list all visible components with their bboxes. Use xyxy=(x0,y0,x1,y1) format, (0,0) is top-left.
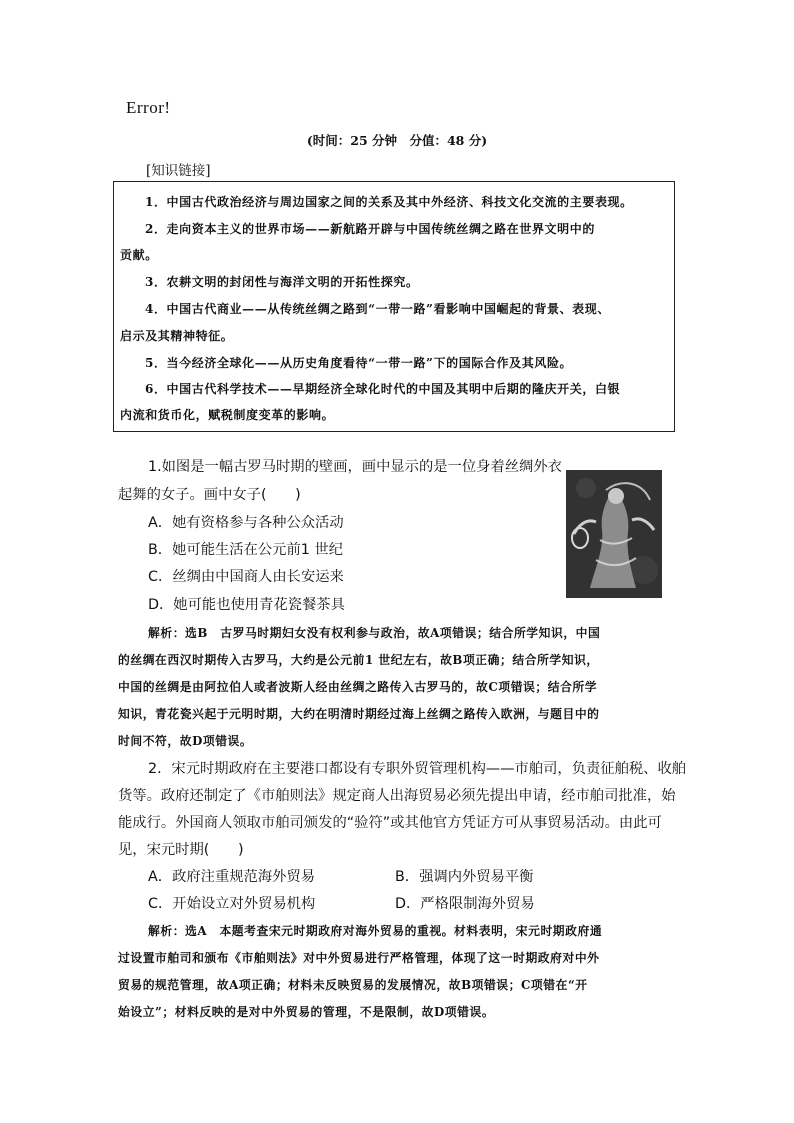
knowledge-box xyxy=(113,181,675,432)
q1-explanation-line: 时间不符，故D项错误。 xyxy=(118,734,253,748)
q1-explanation-line: 的丝绸在西汉时期传入古罗马，大约是公元前1 世纪左右，故B项正确；结合所学知识， xyxy=(118,653,599,667)
q1-explanation-line: 中国的丝绸是由阿拉伯人或者波斯人经由丝绸之路传入古罗马的，故C项错误；结合所学 xyxy=(118,680,598,694)
q2-explanation-line: 贸易的规范管理，故A项正确；材料未反映贸易的发展情况，故B项错误；C项错在“开 xyxy=(118,978,588,992)
knowledge-line: 5．当今经济全球化——从历史角度看待“一带一路”下的国际合作及其风险。 xyxy=(145,356,573,370)
q1-option-d: D．她可能也使用青花瓷餐茶具 xyxy=(148,597,345,613)
q2-stem-line: 能成行。外国商人领取市舶司颁发的“验符”或其他官方凭证方可从事贸易活动。由此可 xyxy=(118,815,662,831)
knowledge-line: 内流和货币化，赋税制度变革的影响。 xyxy=(120,408,335,422)
time-score-info: (时间：25 分钟 分值：48 分) xyxy=(306,133,488,148)
knowledge-line: 贡献。 xyxy=(120,248,158,262)
knowledge-line: 2．走向资本主义的世界市场——新航路开辟与中国传统丝绸之路在世界文明中的 xyxy=(145,222,595,236)
error-text: Error! xyxy=(126,98,171,117)
knowledge-line: 4．中国古代商业——从传统丝绸之路到“一带一路”看影响中国崛起的背景、表现、 xyxy=(145,302,610,316)
fresco-illustration xyxy=(566,470,662,598)
roman-fresco-image xyxy=(566,470,662,598)
knowledge-line: 6．中国古代科学技术——早期经济全球化时代的中国及其明中后期的隆庆开关，白银 xyxy=(145,382,621,396)
q1-option-b: B．她可能生活在公元前1 世纪 xyxy=(148,542,344,558)
knowledge-link-label: [知识链接] xyxy=(146,163,211,179)
q1-stem-line: 1.如图是一幅古罗马时期的壁画，画中显示的是一位身着丝绸外衣 xyxy=(148,459,562,475)
q1-option-c: C．丝绸由中国商人由长安运来 xyxy=(148,569,344,585)
q1-stem-line: 起舞的女子。画中女子( ) xyxy=(118,487,301,503)
knowledge-line: 1．中国古代政治经济与周边国家之间的关系及其中外经济、科技文化交流的主要表现。 xyxy=(145,195,633,209)
q2-option-b: B．强调内外贸易平衡 xyxy=(395,869,534,885)
q2-stem-line: 2．宋元时期政府在主要港口都设有专职外贸管理机构——市舶司，负责征舶税、收舶 xyxy=(148,761,687,777)
q2-stem-line: 见，宋元时期( ) xyxy=(118,842,244,858)
q1-explanation-line: 知识，青花瓷兴起于元明时期，大约在明清时期经过海上丝绸之路传入欧洲，与题目中的 xyxy=(118,707,600,721)
q2-explanation-line: 始设立”；材料反映的是对中外贸易的管理，不是限制，故D项错误。 xyxy=(118,1005,495,1019)
q2-option-d: D．严格限制海外贸易 xyxy=(395,896,535,912)
knowledge-line: 3．农耕文明的封闭性与海洋文明的开拓性探究。 xyxy=(145,275,419,289)
q1-explanation-line: 解析：选B 古罗马时期妇女没有权利参与政治，故A项错误；结合所学知识，中国 xyxy=(148,626,601,640)
q1-option-a: A．她有资格参与各种公众活动 xyxy=(148,515,344,531)
q2-option-a: A．政府注重规范海外贸易 xyxy=(148,869,316,885)
q2-explanation-line: 过设置市舶司和颁布《市舶则法》对中外贸易进行严格管理，体现了这一时期政府对中外 xyxy=(118,951,600,965)
knowledge-line: 启示及其精神特征。 xyxy=(120,329,234,343)
q2-explanation-line: 解析：选A 本题考查宋元时期政府对海外贸易的重视。材料表明，宋元时期政府通 xyxy=(148,924,603,938)
q2-stem-line: 货等。政府还制定了《市舶则法》规定商人出海贸易必须先提出申请，经市舶司批准，始 xyxy=(118,788,676,804)
q2-option-c: C．开始设立对外贸易机构 xyxy=(148,896,316,912)
